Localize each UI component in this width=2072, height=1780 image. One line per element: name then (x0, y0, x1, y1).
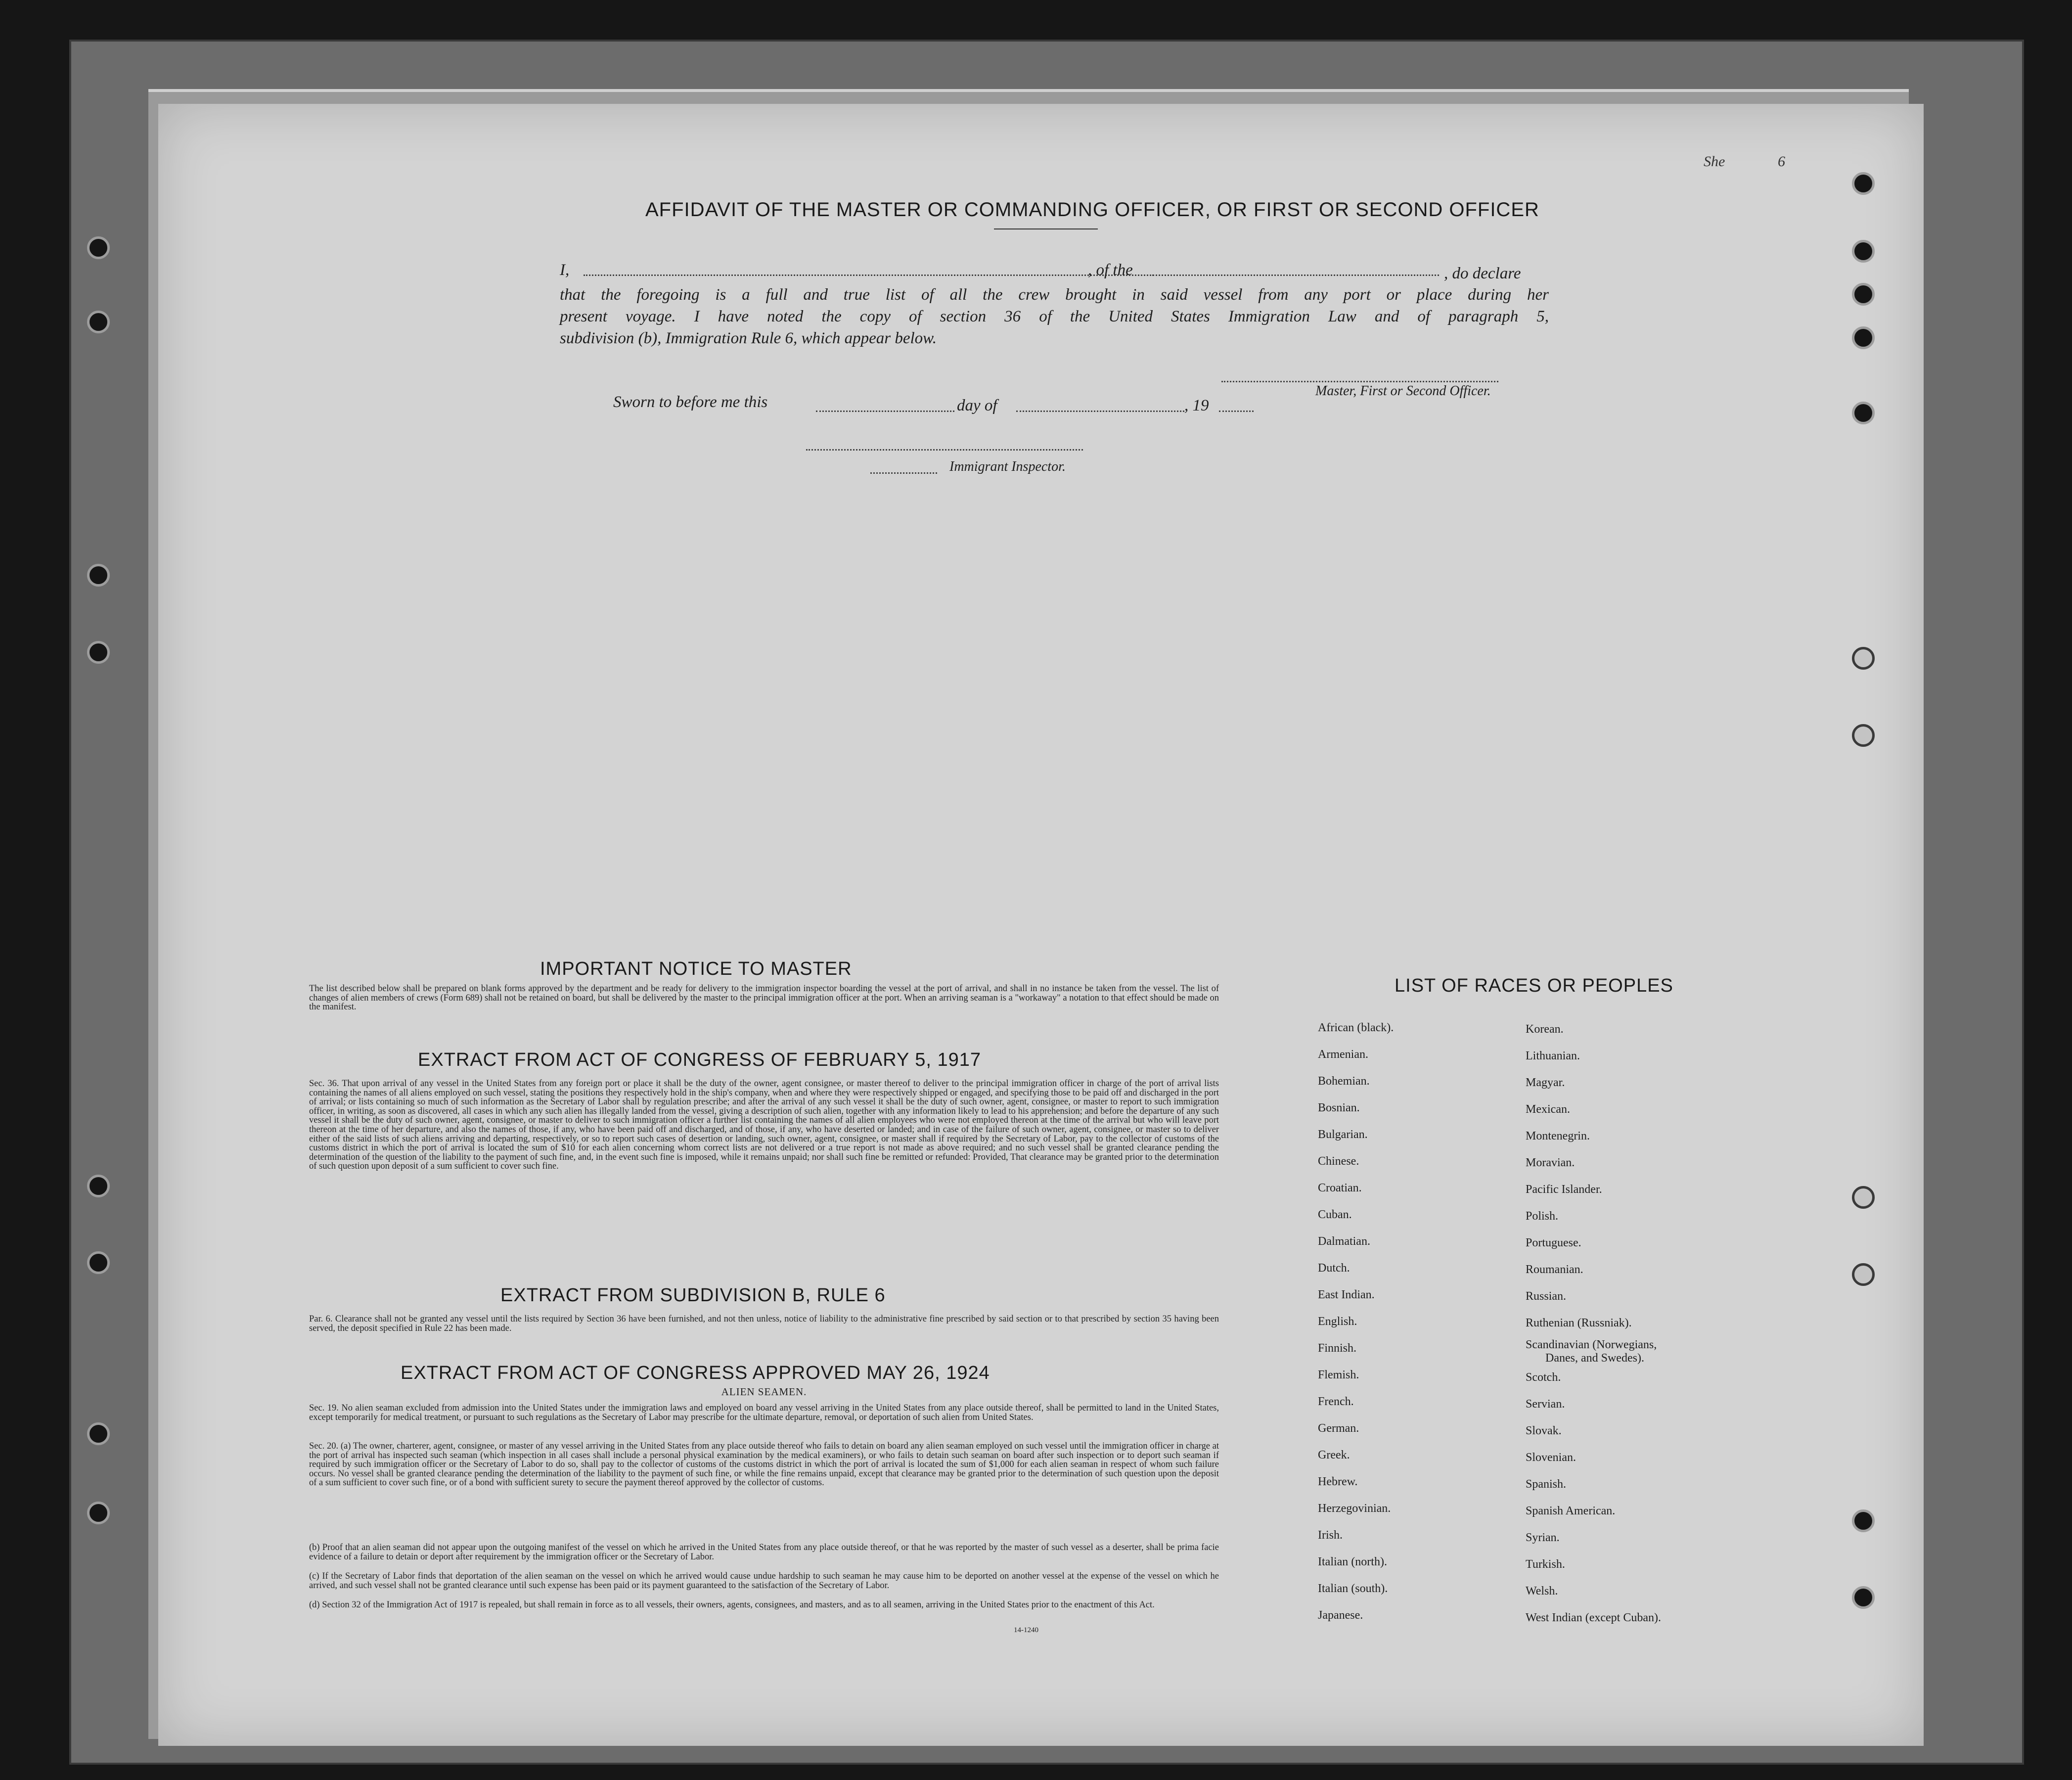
sworn-month-blank (1016, 411, 1184, 412)
race-item: Finnish. (1318, 1342, 1357, 1355)
vessel-blank (1152, 274, 1439, 276)
race-item: Bosnian. (1318, 1101, 1360, 1114)
binder-hole (87, 311, 110, 333)
affidavit-do-declare: , do declare (1444, 265, 1521, 282)
race-item: Dalmatian. (1318, 1235, 1370, 1248)
sworn-prefix: Sworn to before me this (613, 393, 768, 411)
race-item: Herzegovinian. (1318, 1502, 1391, 1515)
affidavit-line2: that the foregoing is a full and true list of all the crew brought in said vessel from any port or place during her (560, 286, 1549, 304)
name-blank (584, 274, 1246, 276)
race-item (1526, 1338, 1657, 1365)
race-item: African (black). (1318, 1021, 1394, 1034)
sworn-day-blank (816, 411, 954, 412)
race-item: Pacific Islander. (1526, 1183, 1602, 1196)
notice-title: IMPORTANT NOTICE TO MASTER (540, 958, 852, 979)
sworn-day-of: day of (957, 397, 997, 414)
race-item-line1: Scandinavian (Norwegians, (1526, 1338, 1657, 1351)
extract-1924-sec19: Sec. 19. No alien seaman excluded from admission into the United States under the immigration laws and employed on board any vessel arriving in the United States from any place outside thereof, shall be permitted to land in the United States, except temporarily for medical treatment, or pursuant to such regulations as the Secretary of Labor may prescribe for the ultimate departure, removal, or deportation of such alien from United States. (309, 1403, 1219, 1422)
binder-hole (1852, 724, 1875, 747)
binder-hole (87, 1422, 110, 1445)
binder-hole (87, 1175, 110, 1197)
inspector-caption: Immigrant Inspector. (949, 459, 1066, 474)
race-item: Italian (north). (1318, 1555, 1387, 1568)
extract-1924-sec20c: (c) If the Secretary of Labor finds that deportation of the alien seaman on the vessel on which he arrived would cause undue hardship to such seaman he may cause him to be deported on another vessel at the expense of the vessel on which he arrived, and such vessel shall not be granted clearance until such expense has been paid or its payment guaranteed to the satisfaction of the Secretary of Labor. (309, 1571, 1219, 1591)
race-item: Slovak. (1526, 1424, 1562, 1437)
binder-hole (87, 236, 110, 259)
race-item: Croatian. (1318, 1182, 1362, 1194)
subdivision-title: EXTRACT FROM SUBDIVISION B, RULE 6 (500, 1285, 886, 1306)
manifest-page (158, 104, 1924, 1746)
master-caption: Master, First or Second Officer. (1315, 383, 1491, 399)
race-item: Mexican. (1526, 1103, 1570, 1116)
inspector-signature-line (806, 449, 1083, 451)
binder-hole (1852, 283, 1875, 306)
race-item: Flemish. (1318, 1369, 1359, 1381)
title-rule (994, 228, 1098, 229)
race-item: Irish. (1318, 1529, 1343, 1542)
form-number: 14-1240 (1014, 1626, 1038, 1634)
race-item: Ruthenian (Russniak). (1526, 1317, 1632, 1329)
binder-hole (87, 564, 110, 587)
sworn-year: , 19 (1184, 397, 1209, 414)
notice-body: The list described below shall be prepared on blank forms approved by the department and be ready for delivery to the immigration inspector boarding the vessel at the port of arrival, and shall in no instance be taken from the vessel. The list of changes of alien members of crews (Form 689) shall not be retained on board, but shall be delivered by the master to the principal immigration officer at the port. When an arriving seaman is a "workaway" a notation to that effect should be made on the manifest. (309, 984, 1219, 1012)
race-item: Moravian. (1526, 1156, 1575, 1169)
affidavit-i: I, (560, 261, 570, 279)
race-item: Polish. (1526, 1210, 1559, 1223)
race-item: Spanish. (1526, 1478, 1567, 1491)
race-item: Chinese. (1318, 1155, 1359, 1168)
races-title: LIST OF RACES OR PEOPLES (1395, 975, 1673, 996)
inspector-dots (870, 472, 937, 474)
binder-hole (87, 641, 110, 664)
binder-hole (87, 1251, 110, 1274)
race-item: Turkish. (1526, 1558, 1565, 1571)
affidavit-title: AFFIDAVIT OF THE MASTER OR COMMANDING OFFICER, OR FIRST OR SECOND OFFICER (645, 199, 1539, 221)
binder-hole (1852, 402, 1875, 424)
extract-1917-title: EXTRACT FROM ACT OF CONGRESS OF FEBRUARY 5, 1917 (418, 1050, 981, 1070)
extract-1924-title: EXTRACT FROM ACT OF CONGRESS APPROVED MAY 26, 1924 (401, 1363, 990, 1383)
sworn-year-blank (1219, 411, 1254, 412)
race-item: Roumanian. (1526, 1263, 1583, 1276)
master-signature-line (1221, 381, 1498, 382)
race-item: French. (1318, 1395, 1354, 1408)
binder-hole (1852, 1509, 1875, 1532)
binder-hole (1852, 326, 1875, 349)
subdivision-body: Par. 6. Clearance shall not be granted any vessel until the lists required by Section 36 have been furnished, and not then unless, notice of liability to the administrative fine prescribed by said section or to that prescribed by section 35 having been served, the deposit specified in Rule 22 has been made. (309, 1314, 1219, 1333)
sheet-number: 6 (1778, 153, 1785, 170)
race-item: Slovenian. (1526, 1451, 1576, 1464)
binder-hole (87, 1502, 110, 1524)
race-item: Armenian. (1318, 1048, 1368, 1061)
binder-hole (1852, 1263, 1875, 1286)
extract-1924-sec20a: Sec. 20. (a) The owner, charterer, agent, consignee, or master of any vessel arriving in the United States from any place outside thereof who fails to detain on board any alien seaman employed on such vessel until the immigration officer in charge at the port of arrival has inspected such seaman (which inspection in all cases shall include a personal physical examination by the medical examiners), or who fails to detain such seaman on board after such inspection or to deport such seaman if required by such immigration officer or the Secretary of Labor to do so, shall pay to the collector of customs of the customs district in which the port of arrival is located the sum of $1,000 for each alien seaman in respect of whom such failure occurs. No vessel shall be granted clearance pending the determination of the liability to the payment of such fine, or while the fine remains unpaid, except that clearance may be granted prior to the determination of such question upon the deposit of a sum sufficient to cover such fine, or of a bond with sufficient surety to secure the payment thereof approved by the collector of customs. (309, 1441, 1219, 1488)
race-item: Portuguese. (1526, 1236, 1581, 1249)
binder-hole (1852, 1186, 1875, 1209)
race-item: German. (1318, 1422, 1359, 1435)
extract-1924-subtitle: ALIEN SEAMEN. (721, 1386, 807, 1398)
race-item: Dutch. (1318, 1262, 1350, 1275)
race-item: Bulgarian. (1318, 1128, 1368, 1141)
race-item: West Indian (except Cuban). (1526, 1611, 1661, 1624)
race-item: Korean. (1526, 1023, 1564, 1036)
race-item: Syrian. (1526, 1531, 1560, 1544)
race-item: Magyar. (1526, 1076, 1565, 1089)
race-item: East Indian. (1318, 1288, 1375, 1301)
race-item: Hebrew. (1318, 1475, 1358, 1488)
race-item-line2: Danes, and Swedes). (1545, 1352, 1644, 1365)
binder-hole (1852, 240, 1875, 263)
extract-1924-sec20b: (b) Proof that an alien seaman did not appear upon the outgoing manifest of the vessel on which he arrived in the United States from any place outside thereof, or that he was reported by the master of such vessel as a deserter, shall be prima facie evidence of a failure to detain or deport after requirement by the immigration officer or the Secretary of Labor. (309, 1543, 1219, 1562)
race-item: Montenegrin. (1526, 1130, 1590, 1142)
binder-hole (1852, 647, 1875, 670)
extract-1917-body: Sec. 36. That upon arrival of any vessel in the United States from any foreign port or place it shall be the duty of the owner, agent consignee, or master thereof to deliver to the principal immigration officer in charge of the port of arrival lists containing the names of all aliens employed on such vessel, stating the positions they respectively hold in the ship's company, when and where they were respectively shipped or engaged, and specifying those to be paid off and discharged in the port of arrival; or lists containing so much of such information as the Secretary of Labor shall by regulation prescribe; and after the arrival of any such vessel it shall be the duty of such owner, agent, consignee, or master to report to such immigration officer, in writing, as soon as discovered, all cases in which any such alien has illegally landed from the vessel, giving a description of such alien, together with any information likely to lead to his apprehension; and before the departure of any such vessel it shall be the duty of such owner, agent, consignee, or master to deliver to such immigration officer a further list containing the names of all alien employees who were not employed thereon at the time of the arrival but who will leave port thereon at the time of her departure, and also the names of those, if any, who have been paid off and discharged, and of those, if any, who have deserted or landed; and in case of the failure of such owner, agent, consignee, or master so to deliver either of the said lists of such aliens arriving and departing, respectively, or so to report such cases of desertion or landing, such owner, agent, consignee, or master shall if required by the Secretary of Labor, pay to the collector of customs of the customs district in which the port of arrival is located the sum of $10 for each alien concerning whom correct lists are not delivered or a true report is not made as above required; and no such vessel shall be granted clearance pending the determination of the question of the liability to the payment of such fine, and, in the event such fine is imposed, while it remains unpaid; nor shall such fine be remitted or refunded: Provided, That clearance may be granted prior to the determination of such question upon deposit of a sum sufficient to cover such fine. (309, 1079, 1219, 1172)
race-item: Japanese. (1318, 1609, 1363, 1622)
race-item: Greek. (1318, 1449, 1350, 1461)
race-item: Russian. (1526, 1290, 1567, 1303)
binder-hole (1852, 172, 1875, 195)
race-item: Lithuanian. (1526, 1050, 1580, 1062)
binder-hole (1852, 1586, 1875, 1609)
race-item: Italian (south). (1318, 1582, 1388, 1595)
extract-1924-sec20d: (d) Section 32 of the Immigration Act of 1917 is repealed, but shall remain in force as to all vessels, their owners, agents, consignees, and masters, and as to all seamen, arriving in the United States prior to the enactment of this Act. (309, 1600, 1155, 1610)
race-item: Servian. (1526, 1398, 1565, 1411)
sheet-tag: She (1704, 153, 1725, 170)
race-item: Welsh. (1526, 1585, 1558, 1597)
race-item: Bohemian. (1318, 1075, 1370, 1088)
race-item: Spanish American. (1526, 1505, 1616, 1517)
affidavit-line3: present voyage. I have noted the copy of section 36 of the United States Immigration Law and of paragraph 5, (560, 308, 1549, 325)
affidavit-of-the: , of the (1088, 261, 1133, 279)
race-item: Cuban. (1318, 1208, 1352, 1221)
race-item: Scotch. (1526, 1371, 1561, 1384)
affidavit-line4: subdivision (b), Immigration Rule 6, which appear below. (560, 329, 937, 347)
race-item: English. (1318, 1315, 1357, 1328)
